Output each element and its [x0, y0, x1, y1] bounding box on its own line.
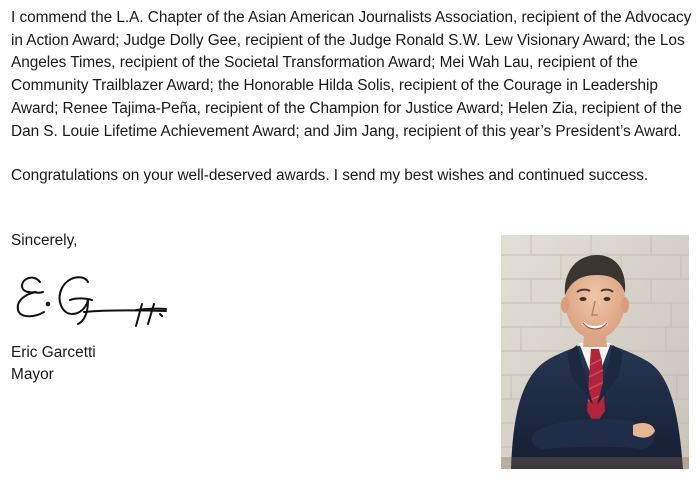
letter-paragraph-congratulations: Congratulations on your well-deserved awards. I send my best wishes and continued success.: [11, 167, 649, 185]
signatory-title: Mayor: [11, 366, 54, 383]
signature-block: [11, 342, 96, 386]
handwritten-signature: [10, 268, 175, 330]
signatory-name: Eric Garcetti: [11, 344, 96, 361]
portrait-photo: [501, 235, 689, 469]
paragraph-spacer: [11, 143, 697, 165]
closing-salutation: Sincerely,: [11, 232, 78, 249]
letter-body: [11, 7, 697, 188]
letter-paragraph: I commend the L.A. Chapter of the Asian American Journalists Association, recipient of the Advocacy in Action Award; Judge Dolly Gee, recipient of the Judge Ronald S.W. Lew Visionary Award; the Los Angeles Times, recipient of the Societal Transformation Award; Mei Wah Lau, recipient of the Community Trailblazer Award; the Honorable Hilda Solis, recipient of the Courage in Leadership Award; Renee Tajima-Peña, recipient of the Champion for Justice Award; Helen Zia, recipient of the Dan S. Louie Lifetime Achievement Award; and Jim Jang, recipient of this year’s President’s Award.: [11, 9, 692, 140]
